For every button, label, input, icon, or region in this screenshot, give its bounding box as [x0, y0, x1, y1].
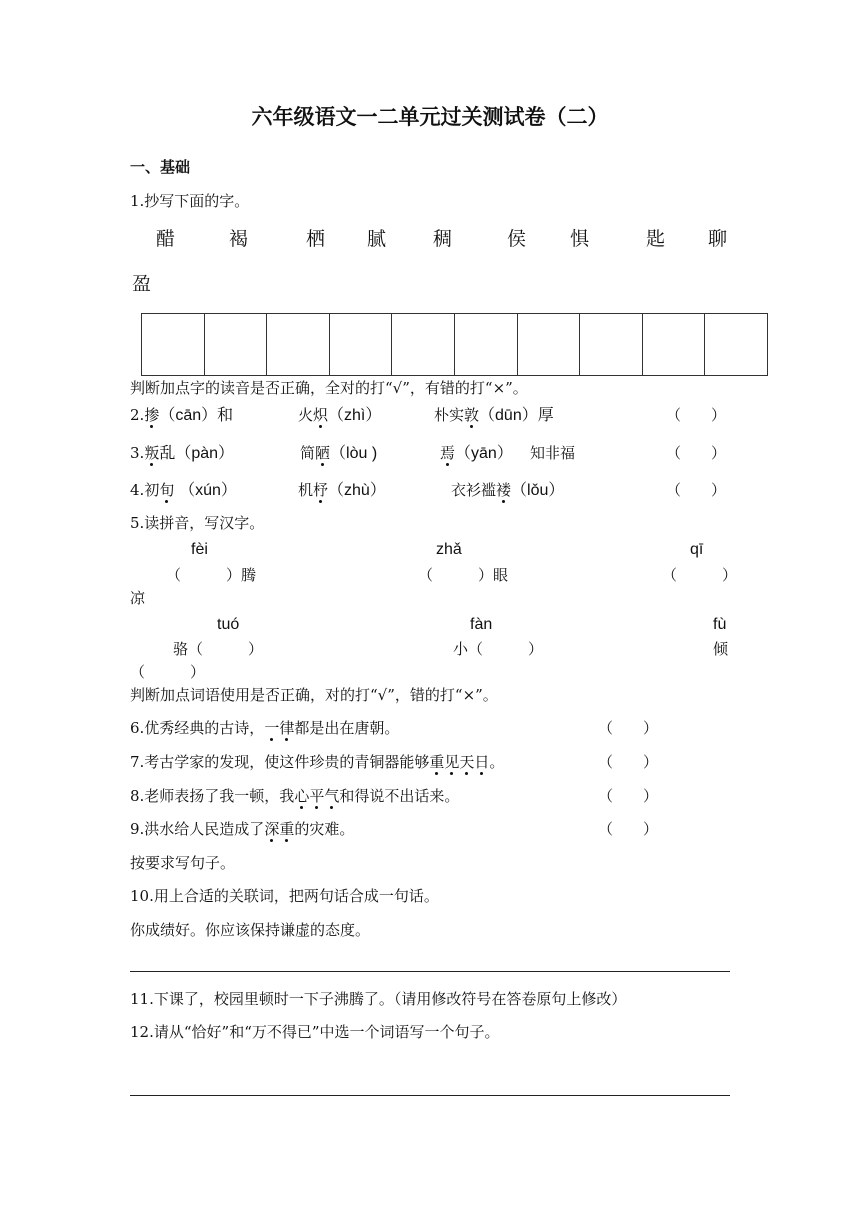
answer-parentheses[interactable]: （ ）: [598, 719, 659, 737]
char-9: 聊: [708, 228, 728, 250]
wrapped-text: 凉: [130, 589, 146, 607]
question-9: [130, 822, 354, 837]
item-text: 。: [489, 753, 505, 771]
grid-cell[interactable]: [267, 314, 330, 375]
dotted-char: 天: [459, 753, 475, 771]
question-1-label: 1.抄写下面的字。: [130, 192, 250, 210]
question-8: [130, 789, 459, 804]
question-number: 2.: [130, 406, 145, 424]
grid-cell[interactable]: [580, 314, 643, 375]
grid-cell[interactable]: [142, 314, 205, 375]
dotted-char: 心: [294, 787, 310, 805]
pinyin: zhǎ: [436, 541, 462, 558]
char-5: 稠: [433, 228, 453, 250]
section-heading: 一、基础: [130, 158, 191, 176]
question-7: [130, 755, 504, 770]
page-title: 六年级语文一二单元过关测试卷（二）: [251, 105, 609, 129]
question-4-item-2: [298, 483, 386, 499]
dotted-char: 重: [429, 753, 445, 771]
item-text: 都是出在唐朝。: [294, 719, 400, 737]
question-11: 11.下课了，校园里顿时一下子沸腾了。（请用修改符号在答卷原句上修改）: [130, 990, 627, 1008]
dotted-char: 平: [309, 787, 325, 805]
fill-blank-word[interactable]: （ ）: [130, 663, 206, 681]
question-number: 3.: [130, 444, 145, 462]
item-text: 8.老师表扬了我一顿，我: [130, 787, 295, 805]
dotted-char: 见: [444, 753, 460, 771]
question-6: [130, 721, 399, 736]
pinyin: qī: [690, 541, 704, 558]
dotted-char: 一: [264, 719, 280, 737]
question-12: 12.请从“恰好”和“万不得已”中选一个词语写一个句子。: [130, 1023, 500, 1041]
answer-parentheses[interactable]: （ ）: [598, 820, 659, 838]
question-3-item-3-tail: 知非福: [530, 444, 576, 462]
item-text: （zhù）: [328, 482, 386, 499]
item-text: （dūn）厚: [479, 407, 554, 424]
item-text: 衣衫褴: [451, 481, 497, 499]
question-3-item-3: [440, 446, 513, 462]
dotted-char: 焉: [440, 444, 456, 462]
grid-cell[interactable]: [455, 314, 518, 375]
grid-cell[interactable]: [518, 314, 581, 375]
answer-parentheses[interactable]: （ ）: [666, 406, 727, 424]
item-text: （yān）: [455, 445, 513, 462]
item-text: 7.考古学家的发现，使这件珍贵的青铜器能够: [130, 753, 430, 771]
answer-parentheses[interactable]: （ ）: [666, 444, 727, 462]
char-1: 醋: [156, 228, 176, 250]
question-3: [130, 446, 234, 462]
pinyin: tuó: [217, 616, 240, 633]
item-text: 9.洪水给人民造成了: [130, 820, 265, 838]
char-7: 惧: [570, 228, 590, 250]
question-2: [130, 408, 233, 424]
dotted-char: 褛: [496, 481, 512, 499]
question-5-label: 5.读拼音，写汉字。: [130, 514, 265, 532]
fill-blank-word[interactable]: 小（ ）: [453, 640, 544, 658]
item-text: 乱（pàn）: [159, 445, 235, 462]
question-2-item-2: [298, 408, 381, 424]
answer-parentheses[interactable]: （ ）: [598, 753, 659, 771]
char-4: 腻: [367, 228, 387, 250]
item-text: 机: [298, 481, 314, 499]
question-4: [130, 483, 237, 499]
grid-cell[interactable]: [643, 314, 706, 375]
dotted-word: [264, 820, 294, 838]
item-text: 和得说不出话来。: [339, 787, 460, 805]
char-3: 栖: [306, 228, 326, 250]
dotted-char: 旬: [159, 481, 175, 499]
item-text: 朴实: [434, 406, 465, 424]
fill-blank-word[interactable]: （ ）: [662, 566, 738, 584]
dotted-char: 敦: [464, 406, 480, 424]
answer-parentheses[interactable]: （ ）: [666, 481, 727, 499]
dotted-char: 叛: [144, 444, 160, 462]
item-text: （zhì）: [328, 407, 382, 424]
question-4-item-3: [451, 483, 564, 499]
question-3-item-2: [300, 446, 377, 462]
item-text: 的灾难。: [294, 820, 355, 838]
dotted-char: 掺: [144, 406, 160, 424]
dotted-word: [429, 753, 489, 771]
grid-cell[interactable]: [205, 314, 268, 375]
item-text: 初: [144, 481, 160, 499]
item-text: （xún）: [179, 482, 237, 499]
question-10-sentence: 你成绩好。你应该保持谦虚的态度。: [130, 921, 371, 939]
dotted-char: 炽: [313, 406, 329, 424]
item-text: （lǒu）: [511, 482, 565, 499]
rewrite-instructions: 按要求写句子。: [130, 854, 236, 872]
dotted-word: [294, 787, 339, 805]
pinyin: fàn: [470, 616, 493, 633]
dotted-char: 重: [279, 820, 295, 838]
char-10: 盈: [132, 273, 152, 295]
question-2-item-3: [434, 408, 554, 424]
pinyin: fù: [713, 616, 727, 633]
dotted-char: 杼: [313, 481, 329, 499]
dotted-char: 深: [264, 820, 280, 838]
fill-blank-word[interactable]: （ ）眼: [418, 566, 509, 584]
item-text: 简: [300, 444, 316, 462]
copy-grid: [141, 313, 768, 376]
fill-blank-word[interactable]: （ ）腾: [166, 566, 257, 584]
fill-blank-word[interactable]: 骆（ ）: [173, 640, 264, 658]
fill-blank-word: 倾: [713, 640, 729, 658]
question-number: 4.: [130, 481, 145, 499]
item-text: 6.优秀经典的古诗，: [130, 719, 265, 737]
dotted-char: 气: [324, 787, 340, 805]
grid-cell[interactable]: [705, 314, 767, 375]
question-10-label: 10.用上合适的关联词，把两句话合成一句话。: [130, 887, 439, 905]
pronunciation-instructions: 判断加点字的读音是否正确，全对的打“√”，有错的打“×”。: [130, 379, 528, 397]
char-8: 匙: [646, 228, 666, 250]
pinyin: fèi: [191, 541, 208, 558]
item-text: 火: [298, 406, 314, 424]
char-2: 褐: [229, 228, 249, 250]
dotted-word: [264, 719, 294, 737]
answer-parentheses[interactable]: （ ）: [598, 787, 659, 805]
grid-cell[interactable]: [392, 314, 455, 375]
dotted-char: 日: [474, 753, 490, 771]
answer-line[interactable]: [130, 1095, 730, 1096]
grid-cell[interactable]: [330, 314, 393, 375]
word-usage-instructions: 判断加点词语使用是否正确，对的打“√”，错的打“×”。: [130, 686, 498, 704]
item-text: （cān）和: [159, 407, 234, 424]
item-text: （lòu ): [330, 445, 378, 462]
char-6: 侯: [507, 228, 527, 250]
answer-line[interactable]: [130, 971, 730, 972]
dotted-char: 陋: [315, 444, 331, 462]
dotted-char: 律: [279, 719, 295, 737]
